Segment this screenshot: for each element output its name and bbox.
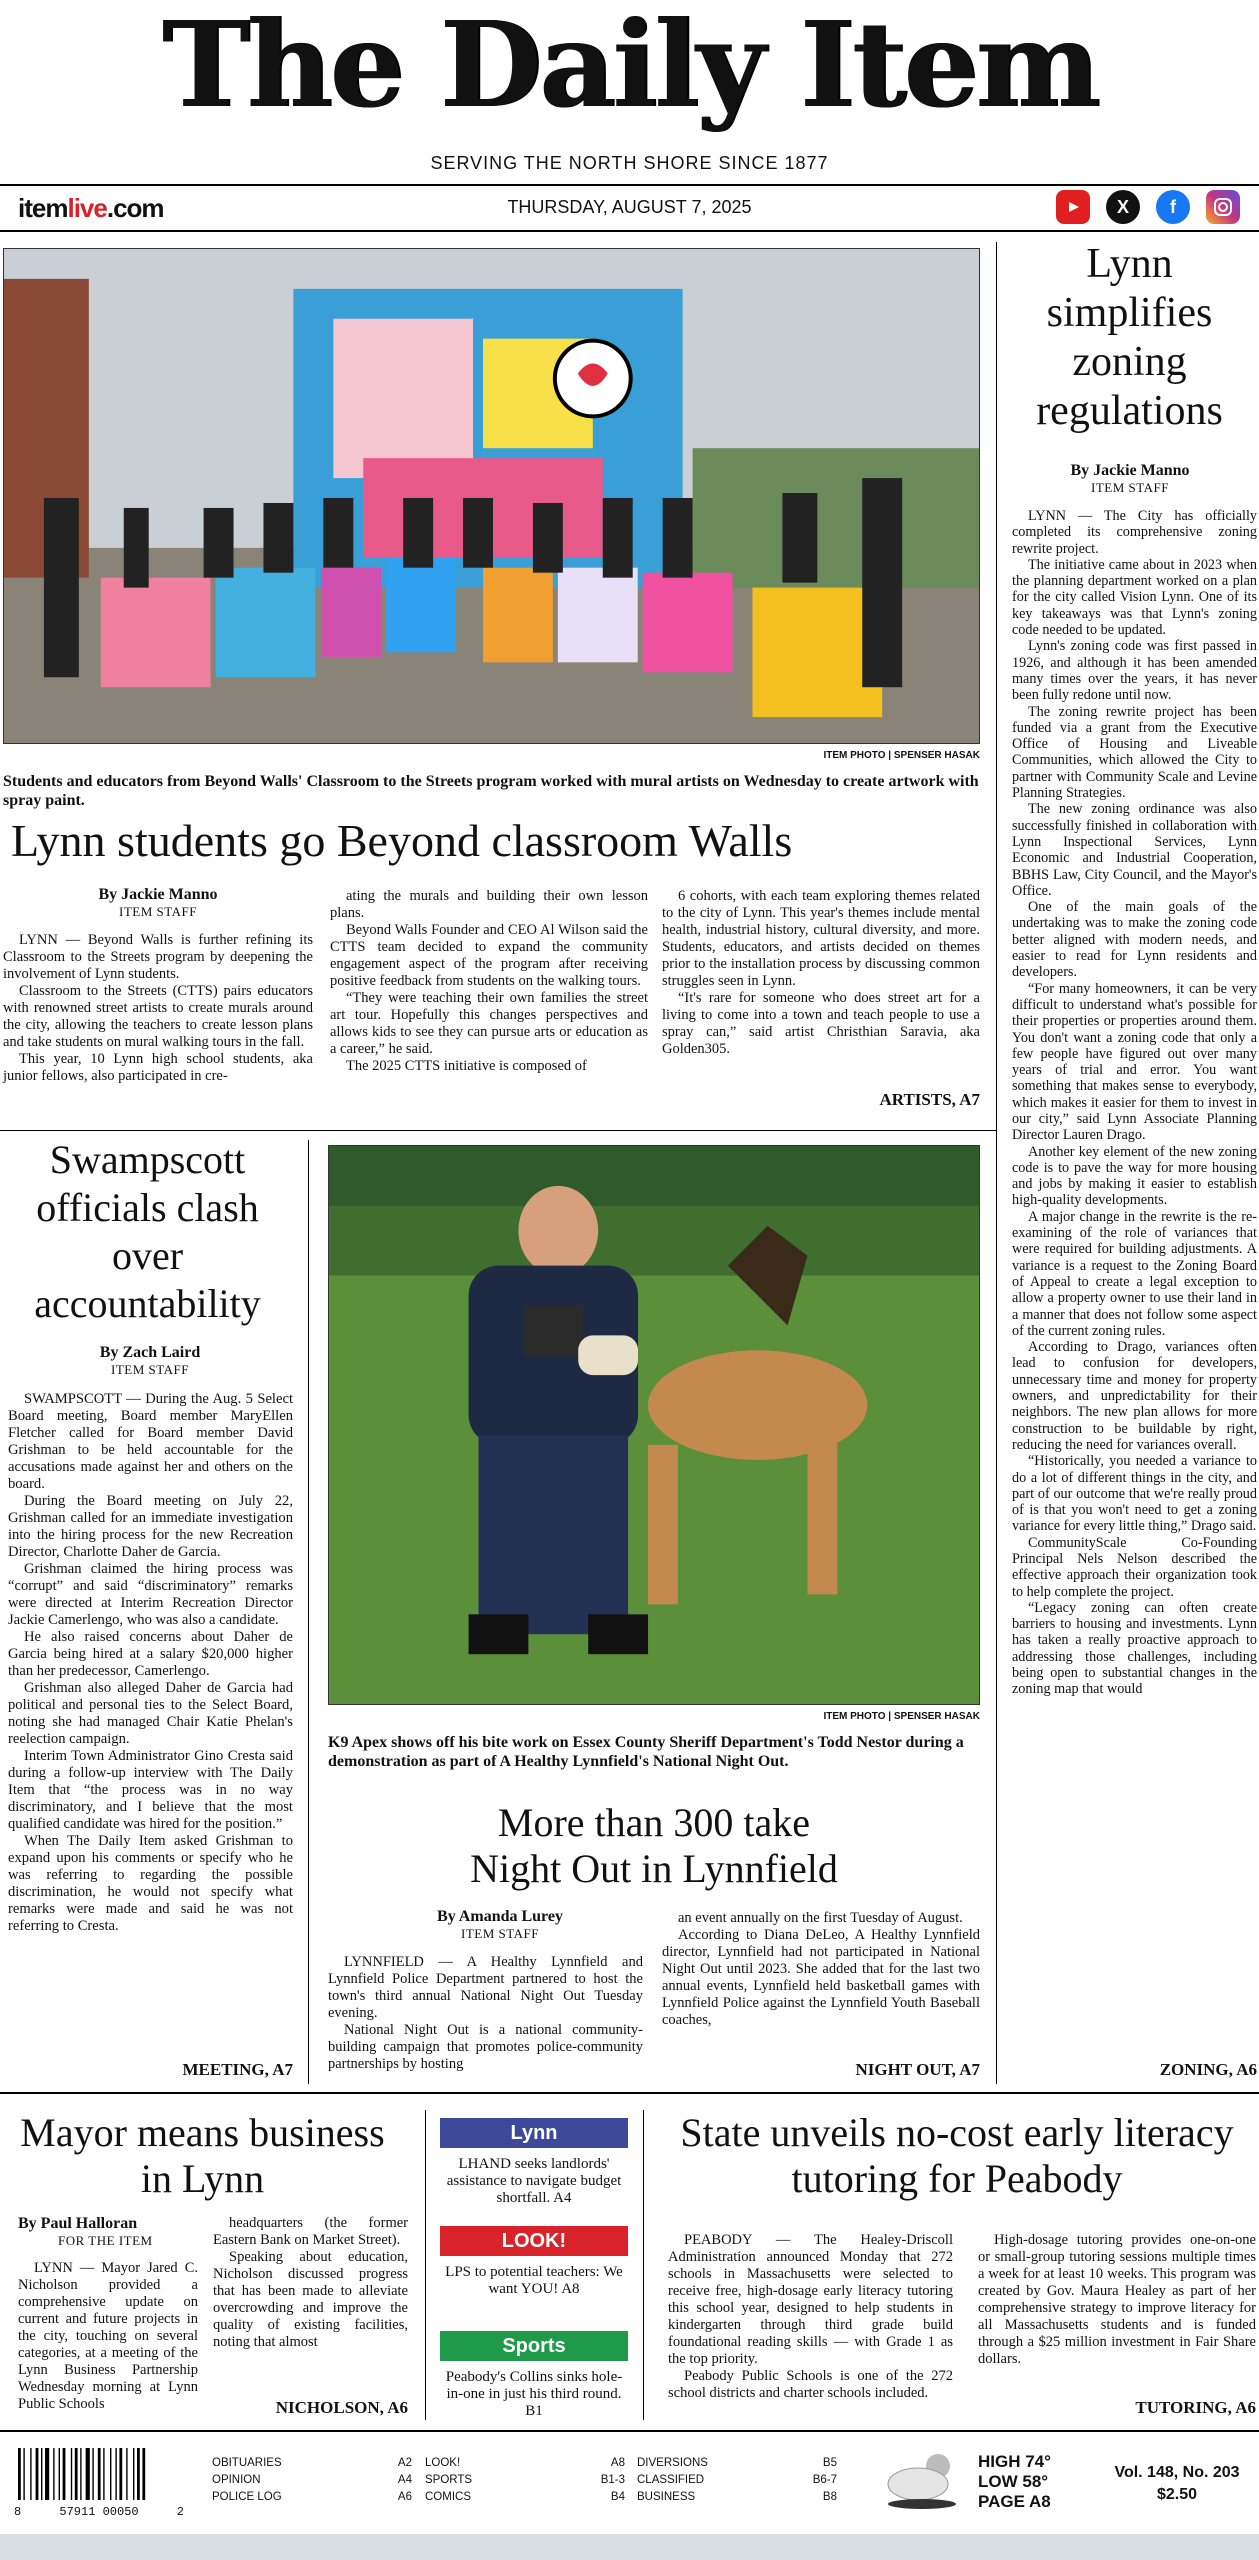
literacy-headline[interactable]: State unveils no-cost early literacy tutoring for Peabody (680, 2110, 1234, 2201)
paragraph: This year, 10 Lynn high school students, aka junior fellows, also participated in cre- (3, 1051, 313, 1084)
masthead (0, 0, 1259, 190)
paragraph: Interim Town Administrator Gino Cresta said during a follow-up interview with The Daily Item that “the process was in no way discriminatory, and I believe that the most qualified candidate was hired for the position.” (8, 1748, 293, 1832)
paragraph: SWAMPSCOTT — During the Aug. 5 Select Board meeting, Board member MaryEllen Fletcher called for Board member David Grishman to be held accountable for the accusations made against her and others on the board. (8, 1391, 293, 1492)
barcode-bar (103, 2448, 104, 2500)
paragraph: an event annually on the first Tuesday of August. (678, 1910, 963, 1926)
paragraph: One of the main goals of the undertaking was to make the zoning code better aligned with modern needs, and easier to read for Lynn residents and developers. (1012, 899, 1257, 981)
index-entry[interactable]: BUSINESS B8 (637, 2491, 837, 2503)
literacy-col-1 (668, 2232, 953, 2402)
paragraph: When The Daily Item asked Grishman to expand upon his comments or specify who he was referring to regarding the possible discrimination, he would not specify what remarks were made and said he was not referring to Cresta. (8, 1833, 293, 1934)
nightout-photo (328, 1145, 980, 1705)
literacy-col-2 (978, 2232, 1256, 2368)
paragraph: PEABODY — The Healey-Driscoll Administration announced Monday that 272 schools in Massachusetts were selected to receive free, high-dosage early literacy tutoring this school year, designed to help students in kindergarten through third grade build foundational reading skills — with Grade 1 as the top priority. (668, 2232, 953, 2367)
barcode-bar (45, 2448, 49, 2500)
photo-caption: Students and educators from Beyond Walls' Classroom to the Streets program worked with mural artists on Wednesday to create artwork with spray paint. (3, 773, 979, 809)
paragraph: According to Diana DeLeo, A Healthy Lynnfield director, Lynnfield had not participated in National Night Out until 2023. She added that for the last two annual events, Lynnfield held basketball games with Lynnfield Police against the Lynnfield Youth Baseball coaches, (662, 1927, 980, 2028)
paragraph: “Historically, you needed a variance to do a lot of different things in the city, and part of our outcome that we're really proud of is that you won't need to get a zoning variance for every little thing,” Drago said. (1012, 1453, 1257, 1535)
paragraph: Speaking about education, Nicholson discussed progress that has been made to alleviate overcrowding and improve the quality of existing facilities, noting that almost (213, 2249, 408, 2350)
paragraph: High-dosage tutoring provides one-on-one or small-group tutoring sessions multiple times a week for at least 10 weeks. This program was created by Gov. Maura Healey as part of her comprehensive strategy to improve literacy for all Massachusetts students and is funded through a $25 million investment in Fair Share dollars. (978, 2232, 1256, 2367)
paragraph: A major change in the rewrite is the re-examining of the role of variances that were required for building adjustments. A variance is a request to the Zoning Board of Appeal to create a legal exception to allow a property owner to use their land in a manner that does not follow some aspect of the current zoning rules. (1012, 1208, 1257, 1339)
photo-credit: ITEM PHOTO | SPENSER HASAK (823, 750, 980, 761)
nightout-headline[interactable]: More than 300 take Night Out in Lynnfield (470, 1800, 838, 1891)
paragraph: LYNN — Mayor Jared C. Nicholson provided a comprehensive update on current and future projects in the city, touching on several categories, at a meeting of the Lynn Business Partnership Wednesday morning at Lynn Public Schools (18, 2260, 198, 2412)
divider (643, 2110, 644, 2420)
barcode-bar (86, 2448, 90, 2500)
barcode-bar (23, 2448, 24, 2500)
index-entry[interactable]: DIVERSIONS B5 (637, 2457, 837, 2469)
barcode-bar (59, 2448, 60, 2500)
barcode: 8 57911 00050 2 (14, 2448, 184, 2518)
divider (0, 2092, 1259, 2094)
paragraph: According to Drago, variances often lead to confusion for developers, unnecessary time and money for property owners, and unpredictability for their neighbors. The new plan allows for more construction to be buildable by right, reducing the need for variances overall. (1012, 1339, 1257, 1453)
divider (425, 2110, 426, 2420)
barcode-bar (126, 2448, 127, 2500)
index-col-2 (425, 2455, 625, 2506)
youtube-icon[interactable] (1056, 190, 1090, 224)
paragraph: Beyond Walls Founder and CEO Al Wilson said the CTTS team decided to expand the community engagement aspect of the program after receiving positive feedback from students on the walking tours. (330, 922, 648, 989)
paragraph: Another key element of the new zoning code is to pave the way for more housing and jobs by making it easier to establish high-quality developments. (1012, 1143, 1257, 1209)
barcode-bar (98, 2448, 101, 2500)
paragraph: The zoning rewrite project has been funded via a grant from the Executive Office of Housing and Liveable Communities, which allowed the City to partner with Community Scale and Levine Planning Strategies. (1012, 703, 1257, 802)
paragraph: During the Board meeting on July 22, Grishman called for an immediate investigation into the hiring process for the new Recreation Director, Charlotte Daher de Garcia. (8, 1493, 293, 1560)
barcode-bar (110, 2448, 111, 2500)
jump-artists[interactable]: ARTISTS, A7 (879, 1090, 980, 1109)
divider (0, 230, 1259, 232)
paragraph: ating the murals and building their own lesson plans. (330, 888, 648, 921)
paragraph: Lynn's zoning code was first passed in 1926, and although it has been amended many times over the years, it has never been fully redone until now. (1012, 638, 1257, 704)
issue-date: THURSDAY, AUGUST 7, 2025 (507, 197, 752, 217)
barcode-bar (92, 2448, 93, 2500)
divider (996, 242, 997, 2084)
zoning-headline[interactable]: Lynn simplifies zoning regulations (1036, 241, 1223, 434)
paragraph: Grishman claimed the hiring process was “corrupt” and said “discriminatory” remarks were directed at Interim Recreation Director Jackie Camerlengo, who was also a candidate. (8, 1561, 293, 1628)
paragraph: headquarters (the former Eastern Bank on Market Street). (213, 2215, 408, 2248)
swampscott-headline[interactable]: Swampscott officials clash over accountability (34, 1137, 261, 1326)
index-entry[interactable]: OPINION A4 (212, 2474, 412, 2486)
lead-headline[interactable]: Lynn students go Beyond classroom Walls (11, 815, 793, 866)
photo-caption: K9 Apex shows off his bite work on Essex County Sheriff Department's Todd Nestor during a demonstration as part of A Healthy Lynnfield's National Night Out. (328, 1734, 964, 1770)
paragraph: He also raised concerns about Daher de Garcia being hired at a salary $20,000 higher than her predecessor, Camerlengo. (8, 1629, 293, 1679)
jump-meeting[interactable]: MEETING, A7 (182, 2060, 293, 2079)
barcode-bar (137, 2448, 140, 2500)
lead-photo (3, 248, 980, 744)
paragraph: CommunityScale Co-Founding Principal Nels Nelson described the effective approach their organization took to help complete the project. (1012, 1534, 1257, 1600)
index-entry[interactable]: COMICS B4 (425, 2491, 625, 2503)
index-entry[interactable]: SPORTS B1-3 (425, 2474, 625, 2486)
weather: HIGH 74° LOW 58° PAGE A8 (978, 2452, 1051, 2511)
divider (0, 2430, 1259, 2432)
paragraph: LYNNFIELD — A Healthy Lynnfield and Lynnfield Police Department partnered to host the town's third annual National Night Out Tuesday evening. (328, 1954, 643, 2021)
paragraph: Classroom to the Streets (CTTS) pairs educators with renowned street artists to create murals around the city, allowing the teachers to create lesson plans and take students on mural walking tours in the fall. (3, 983, 313, 1050)
jump-zoning[interactable]: ZONING, A6 (1159, 2060, 1257, 2079)
barcode-bar (133, 2448, 134, 2500)
swampscott-byline: By Zach Laird ITEM STAFF (99, 1344, 201, 1377)
instagram-icon[interactable] (1206, 190, 1240, 224)
teaser-sports[interactable]: Sports Peabody's Collins sinks hole-in-one in just his third round. B1 (440, 2331, 628, 2420)
mayor-col-1 (18, 2260, 198, 2413)
teaser-look[interactable]: LOOK! LPS to potential teachers: We want YOU! A8 (440, 2226, 628, 2298)
index-col-3 (637, 2455, 837, 2506)
paragraph: The initiative came about in 2023 when the planning department worked on a plan for the city called Vision Lynn. One of its key takeaways was that Lynn's zoning code needed to be updated. (1012, 556, 1257, 639)
paragraph: The 2025 CTTS initiative is composed of (346, 1058, 587, 1074)
barcode-bar (36, 2448, 39, 2500)
lead-col-3 (662, 888, 980, 1058)
barcode-bar (80, 2448, 81, 2500)
index-col-1 (212, 2455, 412, 2506)
lead-col-1 (3, 932, 313, 1085)
divider (0, 1130, 996, 1131)
divider (308, 1140, 309, 2084)
paragraph: “For many homeowners, it can be very difficult to understand what's possible for their properties or properties around them. You don't want a zoning code that only a few people have figured out over many years of trial and error. You want something that makes sense to everybody, which makes it easier for them to invest in our city,” said Lynn Associate Planning Director Lauren Drago. (1012, 980, 1257, 1144)
paragraph: LYNN — The City has officially completed its comprehensive zoning rewrite project. (1012, 508, 1257, 557)
paragraph: Grishman also alleged Daher de Garcia had political and personal ties to the Select Board, noting she had managed Chair Katie Phelan's reelection campaign. (8, 1680, 293, 1747)
paragraph: 6 cohorts, with each team exploring themes related to the city of Lynn. This year's themes include mental health, industrial history, cultural diversity, and more. Students, educators, and artists decided on themes prior to the installation process by discussing common struggles seen in Lynn. (662, 888, 980, 989)
index-entry[interactable]: POLICE LOG A6 (212, 2491, 412, 2503)
barcode-bar (30, 2448, 31, 2500)
masthead-tagline: SERVING THE NORTH SHORE SINCE 1877 (430, 153, 829, 173)
jump-nicholson[interactable]: NICHOLSON, A6 (275, 2398, 408, 2417)
paragraph: “Legacy zoning can often create barriers to housing and investments. Lynn has taken a really proactive approach to addressing those challenges, including being open to substantial changes in the zoning map that would (1012, 1599, 1257, 1698)
nightout-byline: By Amanda Lurey ITEM STAFF (437, 1908, 563, 1941)
barcode-bar (142, 2448, 145, 2500)
zoning-byline: By Jackie Manno ITEM STAFF (1070, 462, 1190, 495)
index-entry[interactable]: CLASSIFIED B6-7 (637, 2474, 837, 2486)
index-entry[interactable]: OBITUARIES A2 (212, 2457, 412, 2469)
barcode-bar (18, 2448, 21, 2500)
barcode-bar (41, 2448, 42, 2500)
facebook-icon[interactable]: f (1156, 190, 1190, 224)
x-icon[interactable]: X (1106, 190, 1140, 224)
zoning-body (1012, 508, 1257, 1698)
mayor-col-2 (213, 2215, 408, 2351)
mayor-byline: By Paul Halloran FOR THE ITEM (18, 2215, 153, 2248)
volume-price: Vol. 148, No. 203 $2.50 (1114, 2464, 1240, 2503)
teaser-lynn[interactable]: Lynn LHAND seeks landlords' assistance to navigate budget shortfall. A4 (440, 2118, 628, 2207)
barcode-bar (119, 2448, 122, 2500)
barcode-bar (75, 2448, 78, 2500)
index-entry[interactable]: LOOK! A8 (425, 2457, 625, 2469)
barcode-bar (53, 2448, 54, 2500)
paragraph: LYNN — Beyond Walls is further refining its Classroom to the Streets program by deepening the involvement of Lynn students. (3, 932, 313, 982)
paragraph: “It's rare for someone who does street art for a living to come into a town and teach people to use a spray can,” said artist Christhian Saravia, aka Golden305. (662, 990, 980, 1057)
divider (0, 184, 1259, 186)
masthead-title[interactable]: The Daily Item (161, 0, 1098, 134)
paragraph: National Night Out is a national community-building campaign that promotes police-community partnerships by hosting (328, 2022, 643, 2072)
jump-nightout[interactable]: NIGHT OUT, A7 (855, 2060, 980, 2079)
lead-col-2 (330, 888, 648, 1075)
nightout-col-1 (328, 1954, 643, 2073)
lead-byline: By Jackie Manno ITEM STAFF (98, 886, 218, 919)
barcode-bar (63, 2448, 66, 2500)
page-bottom-bar (0, 2534, 1259, 2560)
barcode-bar (115, 2448, 116, 2500)
paragraph: Peabody Public Schools is one of the 272 school districts and charter schools included. (668, 2368, 953, 2401)
site-link[interactable]: itemlive.com (18, 193, 164, 223)
cloud-sun-icon (880, 2448, 964, 2510)
nightout-col-2 (662, 1910, 980, 2029)
swampscott-body (8, 1391, 293, 1935)
paragraph: “They were teaching their own families the street art tour. Hopefully this changes perspectives and allows kids to see they can pursue arts or education as a career,” he said. (330, 990, 648, 1057)
photo-credit: ITEM PHOTO | SPENSER HASAK (823, 1711, 980, 1722)
jump-tutoring[interactable]: TUTORING, A6 (1135, 2398, 1256, 2417)
barcode-bar (71, 2448, 72, 2500)
mayor-headline[interactable]: Mayor means business in Lynn (20, 2110, 385, 2201)
paragraph: The new zoning ordinance was also successfully finished in collaboration with Lynn Inspectional Services, Lynn Economic and Industrial Cooperation, BBHS Law, City Council, and the Mayor's Office. (1012, 801, 1257, 899)
